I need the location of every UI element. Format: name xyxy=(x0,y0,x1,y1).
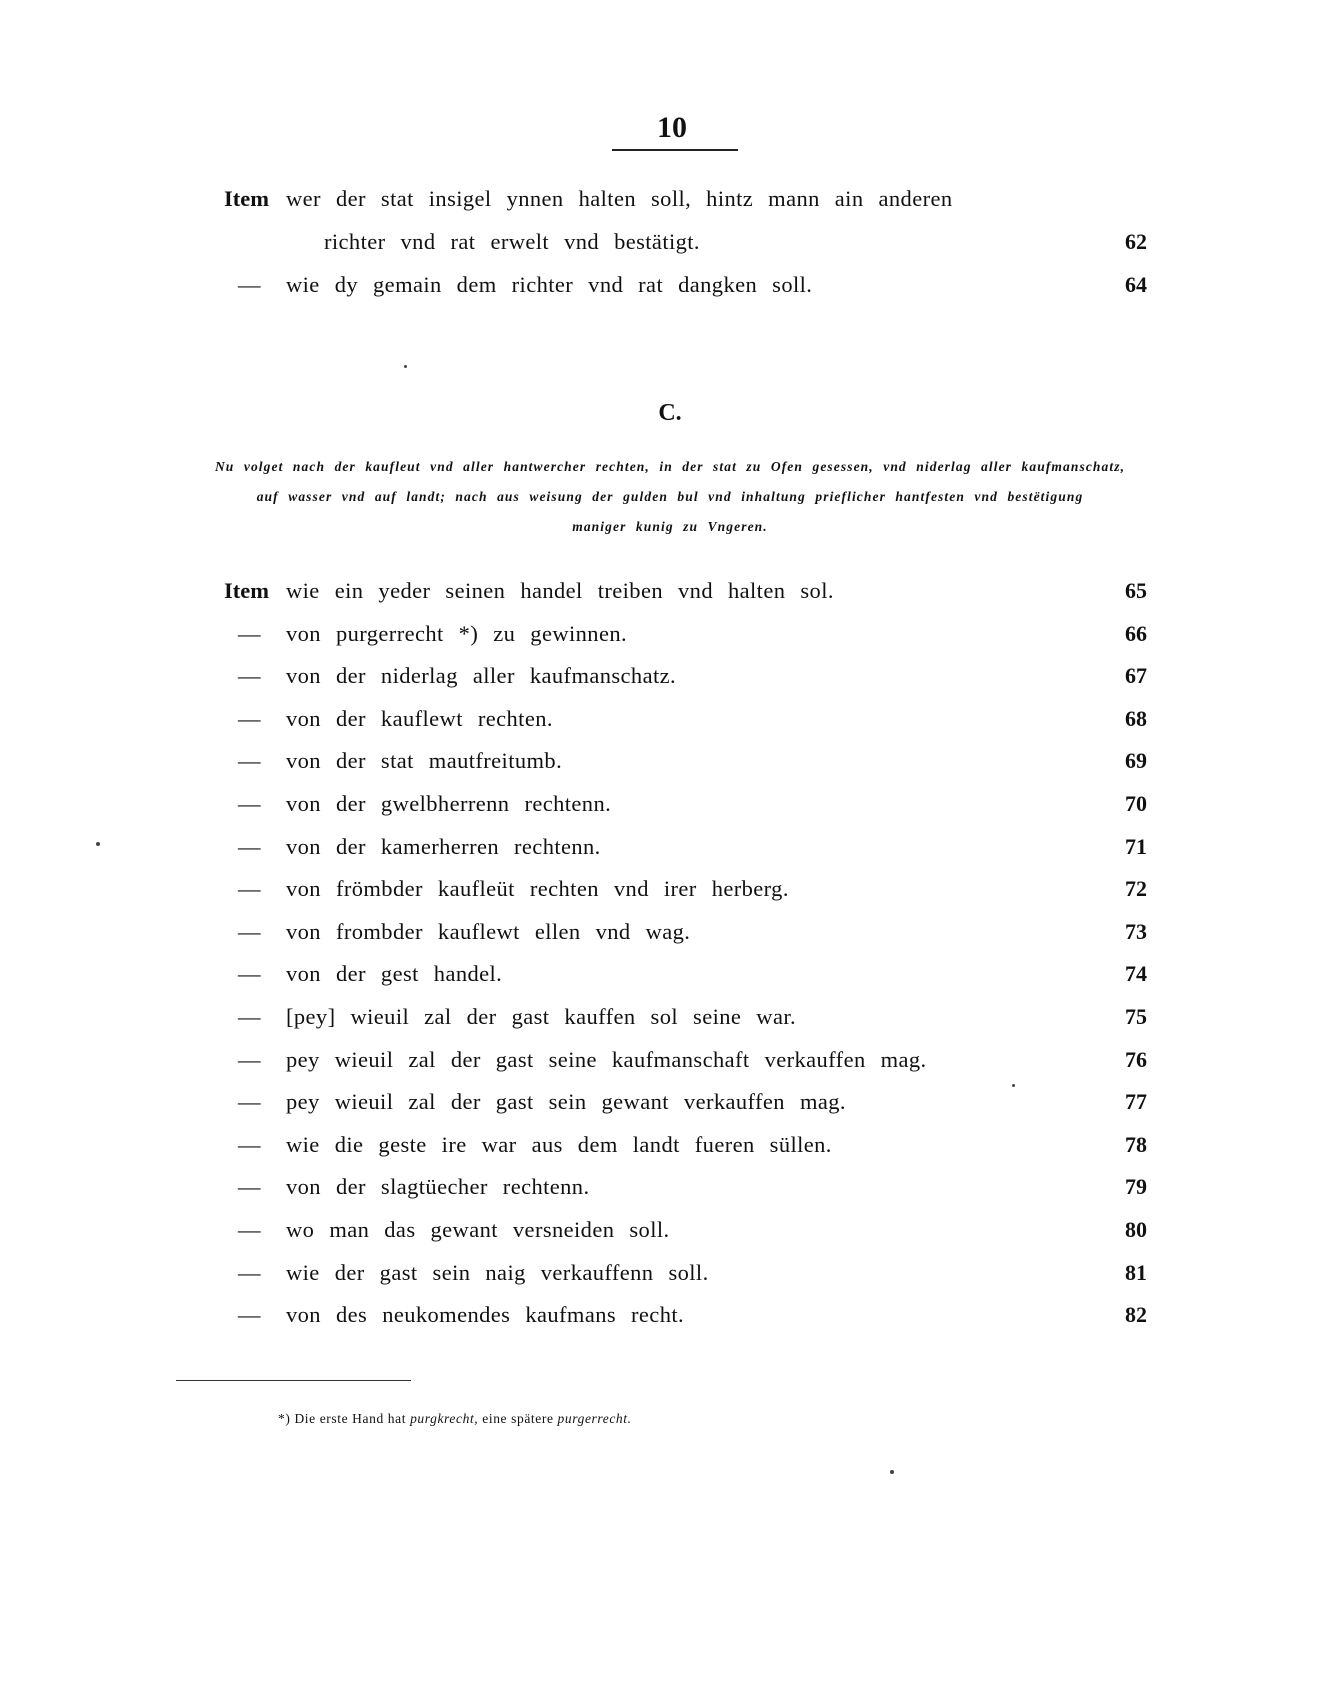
entry-lead: — xyxy=(238,620,261,646)
entry-page-number: 70 xyxy=(1125,791,1147,816)
section-description-line: auf wasser vnd auf landt; nach aus weisung der gulden bul vnd inhaltung priefl​icher hantfesten vnd bestëtigung xyxy=(256,489,1084,504)
entry-title: von der kauflewt rechten. xyxy=(286,705,553,731)
entry-page-number: 79 xyxy=(1125,1174,1147,1200)
entry-title: wie dy gemain dem richter vnd rat dangken soll. xyxy=(286,272,813,297)
entry-page-number: 62 xyxy=(1125,229,1147,254)
footnote-marker: *) xyxy=(278,1411,291,1426)
entry-title: von der kamerherren rechtenn. xyxy=(286,833,601,859)
entry-lead: — xyxy=(238,833,261,859)
entry-lead: — xyxy=(238,1004,261,1029)
entry-lead: — xyxy=(238,705,261,731)
entry-title: wie die geste ire war aus dem landt fueren süllen. xyxy=(286,1131,832,1157)
entry-lead: — xyxy=(238,1046,261,1072)
section-description-line: maniger kunig zu Vngeren. xyxy=(572,519,768,534)
entry-lead: — xyxy=(238,663,261,689)
entry-title: von der slagtüecher rechtenn. xyxy=(286,1174,590,1200)
entry-page-number: 72 xyxy=(1125,876,1147,902)
entry-title: von der gwelbherrenn rechtenn. xyxy=(286,791,612,816)
entry-page-number: 80 xyxy=(1125,1217,1147,1242)
entry-title: von der niderlag aller kaufmanschatz. xyxy=(286,663,677,689)
section-heading: C. xyxy=(658,400,682,426)
scan-speck xyxy=(96,842,100,846)
entry-page-number: 64 xyxy=(1125,272,1147,297)
entry-title: von frömbder kaufleüt rechten vnd irer herberg. xyxy=(286,876,789,902)
entry-page-number: 77 xyxy=(1125,1089,1147,1115)
entry-lead: — xyxy=(238,1217,261,1242)
page-number: 10 xyxy=(657,111,687,144)
scan-speck xyxy=(1012,1084,1015,1087)
entry-lead: — xyxy=(238,748,261,774)
entry-lead: — xyxy=(238,1259,261,1285)
footnote xyxy=(278,1410,632,1428)
entry-page-number: 65 xyxy=(1125,578,1147,603)
scan-speck xyxy=(890,1470,894,1474)
footnote-separator xyxy=(176,1380,411,1381)
entry-title: pey wieuil zal der gast sein gewant verkauffen mag. xyxy=(286,1089,846,1115)
section-description xyxy=(160,452,1180,542)
entry-lead: Item xyxy=(224,578,269,603)
scan-speck xyxy=(404,365,407,368)
entry-page-number: 75 xyxy=(1125,1004,1147,1029)
entry-lead: — xyxy=(238,918,261,944)
footnote-text: eine spätere xyxy=(482,1411,554,1426)
entry-title: [pey] wieuil zal der gast kauffen sol seine war. xyxy=(286,1004,797,1029)
entry-lead: — xyxy=(238,876,261,902)
entry-title: wie der gast sein naig verkauffenn soll. xyxy=(286,1259,709,1285)
entry-page-number: 74 xyxy=(1125,961,1147,987)
entry-title: von purgerrecht *) zu gewinnen. xyxy=(286,620,628,646)
footnote-emphasis: purgerrecht. xyxy=(557,1411,632,1426)
entry-page-number: 73 xyxy=(1125,918,1147,944)
entry-page-number: 82 xyxy=(1125,1302,1147,1328)
entry-title: wo man das gewant versneiden soll. xyxy=(286,1217,670,1242)
entry-title: wie ein yeder seinen handel treiben vnd halten sol. xyxy=(286,578,834,603)
footnote-text: Die erste Hand hat xyxy=(294,1411,407,1426)
entry-lead: — xyxy=(238,961,261,987)
entry-lead: — xyxy=(238,1089,261,1115)
entry-page-number: 71 xyxy=(1125,833,1147,859)
section-description-line: Nu volget nach der kaufleut vnd aller hantwercher rechten, in der stat zu Ofen gesessen, vnd niderlag aller kaufmanschatz, xyxy=(214,459,1126,474)
entry-page-number: 76 xyxy=(1125,1046,1147,1072)
entry-lead: Item xyxy=(224,186,269,211)
entry-lead: — xyxy=(238,1174,261,1200)
entry-lead: — xyxy=(238,1131,261,1157)
entry-page-number: 67 xyxy=(1125,663,1147,689)
entry-title: von der stat mautfreitumb. xyxy=(286,748,563,774)
entry-page-number: 78 xyxy=(1125,1131,1147,1157)
entry-title: wer der stat insigel ynnen halten soll, hintz mann ain anderen xyxy=(286,186,953,211)
page-number-underline xyxy=(612,149,738,151)
entry-title: richter vnd rat erwelt vnd bestätigt. xyxy=(324,229,700,254)
entry-title: von der gest handel. xyxy=(286,961,503,987)
entry-page-number: 69 xyxy=(1125,748,1147,774)
entry-page-number: 66 xyxy=(1125,620,1147,646)
entry-lead: — xyxy=(238,1302,261,1328)
entry-page-number: 81 xyxy=(1125,1259,1147,1285)
entry-title: pey wieuil zal der gast seine kaufmanschaft verkauffen mag. xyxy=(286,1046,927,1072)
entry-lead: — xyxy=(238,791,261,816)
entry-lead: — xyxy=(238,272,261,297)
entry-page-number: 68 xyxy=(1125,705,1147,731)
entry-title: von frombder kauflewt ellen vnd wag. xyxy=(286,918,691,944)
entry-title: von des neukomendes kaufmans recht. xyxy=(286,1302,685,1328)
footnote-emphasis: purgkrecht, xyxy=(410,1411,479,1426)
